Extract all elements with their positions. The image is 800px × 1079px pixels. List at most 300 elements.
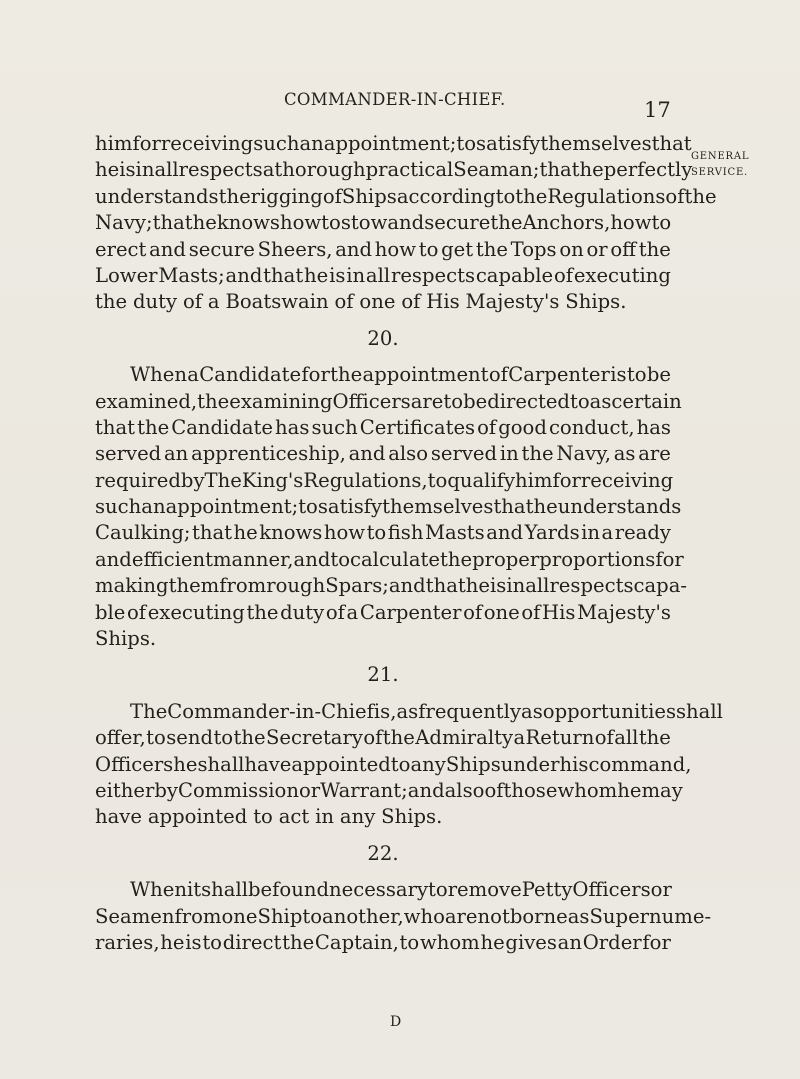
word: appointed: [147, 805, 248, 829]
word: ready: [614, 521, 671, 545]
word: all: [154, 158, 179, 182]
word: are: [444, 904, 478, 928]
word: any: [339, 805, 376, 829]
word: not: [477, 904, 510, 928]
word: Majesty's: [465, 290, 560, 314]
word: duty: [280, 600, 325, 624]
word: Ships.: [565, 290, 627, 314]
word: to: [428, 878, 448, 902]
word: secure: [188, 237, 255, 261]
word: of: [488, 363, 508, 387]
word: or: [650, 878, 672, 902]
word: required: [95, 468, 181, 492]
word: calculate: [350, 547, 440, 571]
word: he: [533, 495, 558, 519]
word: themselves: [540, 132, 652, 155]
word: off: [610, 237, 637, 261]
word: Yards: [524, 521, 580, 545]
word: a: [601, 521, 614, 545]
word: the: [233, 726, 266, 750]
word: the: [515, 184, 548, 208]
word: such: [95, 495, 142, 519]
word: how: [374, 237, 416, 261]
word: served: [430, 442, 498, 466]
word: that: [152, 211, 193, 235]
word: gives: [505, 930, 557, 954]
word: of: [477, 415, 497, 439]
word: proportions: [539, 547, 656, 571]
word: an: [299, 132, 324, 155]
text-line: [95, 520, 671, 546]
word: Regulations: [547, 184, 666, 208]
word: according: [396, 184, 496, 208]
word: that: [651, 132, 692, 155]
word: understands: [557, 495, 682, 519]
text-line: [95, 263, 671, 289]
word: Commander-in-Chief: [167, 699, 374, 723]
word: to: [390, 752, 411, 776]
word: to: [298, 495, 318, 519]
word: in: [315, 805, 335, 829]
word: remove: [447, 878, 522, 902]
margin-note-line: GENERAL: [691, 151, 750, 162]
word: may: [641, 778, 683, 802]
word: erect: [95, 237, 147, 261]
word: is: [185, 930, 202, 954]
word: Masts;: [158, 263, 225, 287]
word: His: [542, 600, 576, 624]
text-line: [95, 904, 712, 930]
word: as: [396, 699, 419, 723]
word: to: [427, 468, 448, 492]
word: in: [135, 158, 155, 182]
word: satisfy: [317, 495, 383, 519]
word: an: [164, 442, 189, 466]
word: good: [498, 415, 547, 439]
page-number: 17: [644, 98, 671, 122]
word: from: [219, 574, 267, 598]
word: he: [617, 778, 642, 802]
word: to: [202, 930, 222, 954]
word: is,: [373, 699, 397, 723]
word: for: [642, 930, 671, 954]
word: receiving: [580, 468, 674, 492]
word: and: [348, 442, 386, 466]
word: of: [325, 600, 345, 624]
word: the: [137, 415, 170, 439]
text-line: [95, 752, 692, 778]
word: how: [279, 211, 322, 235]
signature-mark: D: [390, 1014, 402, 1030]
text-line: [95, 441, 671, 467]
word: are: [410, 389, 444, 413]
word: direct: [222, 930, 282, 954]
word: his: [559, 752, 589, 776]
word: he: [579, 158, 604, 182]
word: Certificates: [359, 415, 476, 439]
word: to: [626, 363, 647, 387]
word: Commission: [177, 778, 299, 802]
word: opportunities: [542, 699, 676, 723]
word: understands: [95, 184, 219, 208]
word: an: [141, 495, 166, 519]
word: to: [302, 904, 323, 928]
word: also: [388, 442, 429, 466]
word: shall: [197, 752, 245, 776]
text-line: [95, 725, 671, 751]
word: appointment: [362, 363, 489, 387]
word: Officers: [95, 752, 174, 776]
word: of: [363, 726, 383, 750]
word: Seamen: [95, 904, 175, 928]
word: practical: [365, 158, 454, 182]
word: conduct,: [548, 415, 635, 439]
word: shall: [676, 699, 723, 723]
word: all: [614, 726, 639, 750]
word: Return: [525, 726, 595, 750]
word: for: [132, 132, 161, 155]
word: on: [559, 237, 584, 261]
word: and: [486, 521, 524, 545]
word: a: [207, 290, 220, 314]
word: King's: [241, 468, 304, 492]
text-line: [95, 573, 688, 599]
word: secure: [424, 211, 491, 235]
word: he: [95, 158, 120, 182]
word: to: [495, 184, 516, 208]
word: receiving: [160, 132, 254, 155]
word: of: [127, 600, 147, 624]
word: or: [298, 778, 321, 802]
word: and: [407, 778, 445, 802]
word: them: [168, 574, 220, 598]
word: how: [610, 211, 652, 235]
paragraph: [95, 362, 688, 652]
word: as: [521, 699, 543, 723]
word: Boatswain: [225, 290, 329, 314]
word: and: [388, 574, 426, 598]
word: the: [439, 547, 473, 571]
word: a: [187, 363, 199, 387]
word: how: [323, 521, 366, 545]
running-head: COMMANDER-IN-CHIEF.: [284, 90, 506, 109]
word: another,: [322, 904, 404, 928]
word: either: [95, 778, 155, 802]
text-line: [95, 131, 692, 157]
word: get: [441, 237, 474, 261]
word: When: [130, 363, 187, 387]
word: the: [218, 184, 251, 208]
word: to: [213, 726, 234, 750]
word: the: [638, 237, 671, 261]
text-line: [95, 184, 717, 210]
word: and: [149, 237, 186, 261]
word: to: [146, 726, 166, 750]
word: Officers: [332, 389, 411, 413]
word: of: [594, 726, 614, 750]
word: Ships: [445, 752, 501, 776]
word: and: [225, 263, 263, 287]
word: Ships.: [95, 627, 157, 651]
text-line: [95, 778, 683, 804]
word: frequently: [418, 699, 522, 723]
word: the: [95, 290, 128, 314]
word: themselves: [382, 495, 494, 519]
word: to: [456, 132, 477, 155]
word: a: [346, 600, 359, 624]
word: to: [321, 211, 341, 235]
section-number: 22.: [367, 841, 399, 865]
word: making: [95, 574, 169, 598]
word: served: [95, 442, 162, 466]
word: he: [160, 930, 185, 954]
word: that: [263, 263, 304, 287]
word: the: [490, 211, 523, 235]
word: When: [130, 878, 187, 902]
word: from: [174, 904, 222, 928]
word: to: [569, 389, 590, 413]
word: Masts: [424, 521, 485, 545]
word: executing: [573, 263, 671, 287]
word: apprenticeship,: [191, 442, 346, 466]
word: Spars;: [325, 574, 389, 598]
word: Caulking;: [95, 521, 191, 545]
word: a: [513, 726, 526, 750]
word: Majesty's: [577, 600, 671, 624]
word: any: [410, 752, 446, 776]
word: Carpenter: [508, 363, 610, 387]
word: all: [365, 263, 391, 287]
word: one: [221, 904, 258, 928]
word: of: [665, 184, 685, 208]
word: that: [539, 158, 580, 182]
word: Ship: [257, 904, 303, 928]
word: such: [253, 132, 300, 155]
margin-note: [691, 149, 799, 181]
word: is: [490, 574, 507, 598]
word: is: [610, 363, 627, 387]
text-line: [95, 415, 671, 441]
word: for: [301, 363, 330, 387]
word: or: [586, 237, 608, 261]
word: directed: [487, 389, 570, 413]
word: such: [311, 415, 358, 439]
word: His: [426, 290, 460, 314]
word: efficient: [131, 547, 213, 571]
word: be: [248, 878, 273, 902]
word: capa-: [633, 574, 688, 598]
word: have: [95, 805, 142, 829]
word: Admiralty: [415, 726, 514, 750]
word: he: [304, 263, 329, 287]
word: that: [191, 521, 233, 545]
word: the: [382, 726, 415, 750]
word: has: [275, 415, 310, 439]
word: capable: [475, 263, 554, 287]
word: Seaman;: [453, 158, 540, 182]
word: is: [119, 158, 136, 182]
word: examined,: [95, 389, 198, 413]
word: of: [463, 600, 483, 624]
word: Officers: [572, 878, 651, 902]
word: raries,: [95, 930, 160, 954]
word: the: [521, 442, 554, 466]
word: Tops: [510, 237, 557, 261]
text-line: [95, 804, 671, 830]
text-line: [95, 494, 682, 520]
text-line: [95, 468, 674, 494]
word: all: [525, 574, 550, 598]
word: fish: [387, 521, 424, 545]
word: he: [192, 211, 217, 235]
word: qualify: [447, 468, 516, 492]
word: the: [638, 726, 671, 750]
word: executing: [147, 600, 245, 624]
paragraph: [95, 131, 717, 316]
word: Candidate: [199, 363, 302, 387]
word: by: [154, 778, 178, 802]
word: Ships.: [381, 805, 443, 829]
word: Order: [582, 930, 642, 954]
word: that: [493, 495, 534, 519]
word: also: [444, 778, 485, 802]
word: respects: [178, 158, 263, 182]
word: Secretary: [265, 726, 363, 750]
word: of: [484, 778, 504, 802]
text-line: [95, 237, 671, 263]
word: that: [425, 574, 466, 598]
word: manner,: [212, 547, 294, 571]
word: respects: [390, 263, 476, 287]
word: of: [553, 263, 573, 287]
word: and: [335, 237, 373, 261]
word: one: [359, 290, 396, 314]
paragraph: [95, 699, 723, 831]
word: in: [506, 574, 526, 598]
word: a: [262, 158, 275, 182]
word: for: [655, 547, 684, 571]
word: whom: [419, 930, 480, 954]
word: whom: [557, 778, 618, 802]
word: proper: [472, 547, 540, 571]
text-line: [95, 210, 671, 236]
word: the: [246, 600, 279, 624]
word: Carpenter: [359, 600, 462, 624]
word: necessary: [329, 878, 429, 902]
word: to: [366, 521, 387, 545]
word: in: [581, 521, 601, 545]
word: for: [552, 468, 581, 492]
word: ascertain: [589, 389, 682, 413]
word: appointment;: [165, 495, 299, 519]
word: Navy,: [556, 442, 611, 466]
word: appointment;: [323, 132, 457, 155]
word: borne: [509, 904, 568, 928]
margin-note-line: SERVICE.: [691, 167, 749, 178]
word: Sheers,: [257, 237, 333, 261]
word: knows: [216, 211, 280, 235]
word: rigging: [250, 184, 323, 208]
word: he: [465, 574, 490, 598]
word: shall: [201, 878, 249, 902]
word: an: [557, 930, 582, 954]
word: who: [403, 904, 445, 928]
text-line: [95, 362, 671, 388]
text-line: [95, 289, 671, 315]
word: The: [204, 468, 242, 492]
word: by: [180, 468, 205, 492]
section-number: 20.: [367, 326, 399, 350]
word: has: [636, 415, 671, 439]
word: Petty: [521, 878, 573, 902]
word: to: [651, 211, 672, 235]
word: have: [244, 752, 292, 776]
word: and: [293, 547, 331, 571]
text-line: [95, 930, 671, 956]
word: him: [95, 132, 133, 155]
word: as: [613, 442, 636, 466]
word: respects: [549, 574, 634, 598]
word: Anchors,: [522, 211, 611, 235]
word: him: [515, 468, 553, 492]
word: thorough: [274, 158, 366, 182]
word: to: [253, 805, 273, 829]
section-number: 21.: [367, 663, 399, 687]
word: rough: [266, 574, 326, 598]
word: as: [567, 904, 590, 928]
word: appointed: [291, 752, 391, 776]
text-line: [95, 626, 671, 652]
word: ble: [95, 600, 126, 624]
word: of: [521, 600, 541, 624]
word: to: [418, 237, 439, 261]
word: the: [197, 389, 230, 413]
word: duty: [132, 290, 178, 314]
word: of: [401, 290, 421, 314]
word: of: [182, 290, 203, 314]
word: that: [95, 415, 136, 439]
word: and: [95, 547, 132, 571]
word: The: [130, 699, 168, 723]
word: Navy;: [95, 211, 153, 235]
word: he: [173, 752, 198, 776]
word: Captain,: [314, 930, 399, 954]
word: Ships: [341, 184, 397, 208]
paragraph: [95, 877, 712, 956]
word: the: [684, 184, 717, 208]
word: and: [387, 211, 425, 235]
word: of: [322, 184, 342, 208]
word: perfectly: [603, 158, 693, 182]
text-line: [95, 389, 682, 415]
word: Warrant;: [320, 778, 408, 802]
word: the: [282, 930, 315, 954]
text-line: [95, 699, 723, 725]
word: are: [638, 442, 671, 466]
word: send: [166, 726, 214, 750]
word: Candidate: [171, 415, 274, 439]
word: found: [272, 878, 329, 902]
word: in: [346, 263, 366, 287]
word: to: [443, 389, 464, 413]
text-line: [95, 157, 693, 183]
word: command,: [588, 752, 692, 776]
word: in: [499, 442, 519, 466]
word: satisfy: [476, 132, 541, 155]
word: offer,: [95, 726, 146, 750]
word: Supernume-: [589, 904, 712, 928]
word: the: [475, 237, 508, 261]
